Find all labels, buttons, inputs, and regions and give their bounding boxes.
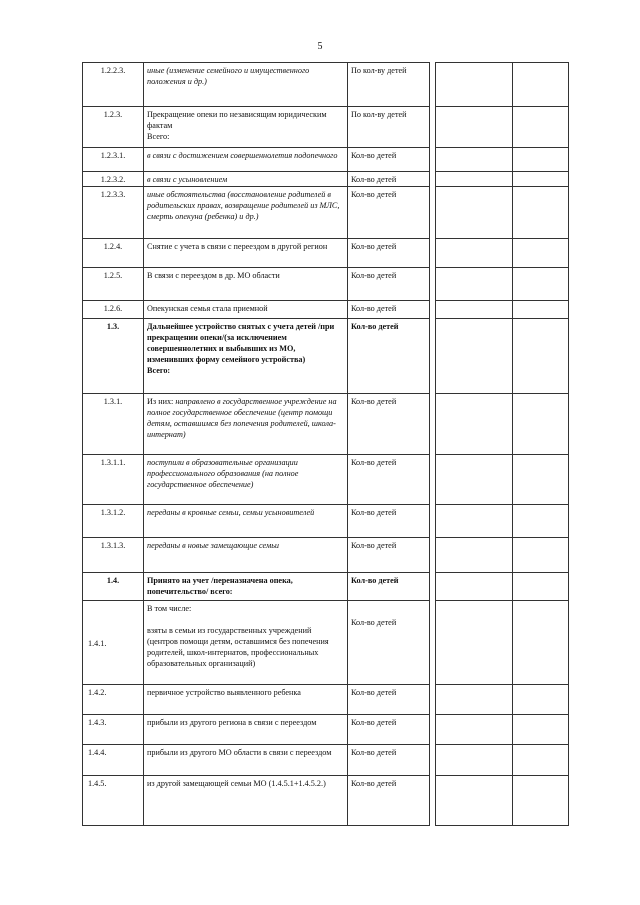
value-cell-1	[436, 685, 513, 715]
value-cell-1	[436, 505, 513, 538]
value-cell-2	[513, 538, 569, 573]
value-cell-2	[513, 745, 569, 776]
row-description	[144, 538, 348, 573]
row-text: прибыли из другого МО области в связи с переездом	[147, 748, 332, 757]
row-description	[144, 745, 348, 776]
row-description	[144, 172, 348, 187]
row-description	[144, 319, 348, 394]
table-row	[83, 268, 569, 301]
value-cell-2	[513, 455, 569, 505]
row-unit: Кол-во детей	[348, 745, 430, 776]
row-text: Снятие с учета в связи с переездом в другой регион	[147, 242, 328, 251]
value-cell-1	[436, 239, 513, 268]
row-unit: Кол-во детей	[348, 268, 430, 301]
row-description	[144, 394, 348, 455]
row-prefix: Из них:	[147, 397, 176, 406]
value-cell-2	[513, 685, 569, 715]
row-text: первичное устройство выявленного ребенка	[147, 688, 301, 697]
row-unit: Кол-во детей	[348, 455, 430, 505]
table-row	[83, 319, 569, 394]
row-unit: Кол-во детей	[348, 715, 430, 745]
table-row	[83, 172, 569, 187]
row-description	[144, 63, 348, 107]
value-cell-2	[513, 776, 569, 826]
table-row	[83, 455, 569, 505]
row-unit: Кол-во детей	[348, 601, 430, 685]
row-text: переданы в новые замещающие семьи	[147, 541, 280, 550]
row-description	[144, 776, 348, 826]
value-cell-2	[513, 107, 569, 148]
value-cell-2	[513, 268, 569, 301]
table-row	[83, 573, 569, 601]
row-text: иные (изменение семейного и имущественного положения и др.)	[147, 66, 310, 86]
row-description	[144, 505, 348, 538]
value-cell-2	[513, 394, 569, 455]
table-row	[83, 601, 569, 685]
row-description	[144, 187, 348, 239]
row-text: прибыли из другого региона в связи с переездом	[147, 718, 317, 727]
row-number: 1.4.5.	[83, 776, 144, 826]
table-row	[83, 187, 569, 239]
value-cell-2	[513, 319, 569, 394]
row-text: из другой замещающей семьи МО (1.4.5.1+1.4.5.2.)	[147, 779, 326, 788]
row-description	[144, 715, 348, 745]
row-number: 1.2.3.1.	[83, 148, 144, 172]
value-cell-2	[513, 148, 569, 172]
table-row	[83, 745, 569, 776]
row-number: 1.2.6.	[83, 301, 144, 319]
row-text: в связи с усыновлением	[147, 175, 228, 184]
row-number: 1.2.3.	[83, 107, 144, 148]
value-cell-1	[436, 268, 513, 301]
value-cell-1	[436, 187, 513, 239]
row-text: Опекунская семья стала приемной	[147, 304, 268, 313]
row-unit: Кол-во детей	[348, 187, 430, 239]
row-description	[144, 268, 348, 301]
row-unit: Кол-во детей	[348, 505, 430, 538]
row-number: 1.4.	[83, 573, 144, 601]
row-unit: Кол-во детей	[348, 239, 430, 268]
row-unit: По кол-ву детей	[348, 107, 430, 148]
row-description	[144, 601, 348, 685]
table-row	[83, 301, 569, 319]
value-cell-1	[436, 715, 513, 745]
value-cell-1	[436, 745, 513, 776]
row-unit: Кол-во детей	[348, 394, 430, 455]
row-number: 1.2.3.3.	[83, 187, 144, 239]
value-cell-2	[513, 172, 569, 187]
row-text: иные обстоятельства (восстановление родителей в родительских правах, возвращение родителей из МЛС, смерть опекуна (ребенка) и др.)	[147, 190, 340, 221]
row-description	[144, 107, 348, 148]
table-row	[83, 148, 569, 172]
value-cell-1	[436, 107, 513, 148]
value-cell-1	[436, 172, 513, 187]
value-cell-2	[513, 573, 569, 601]
value-cell-2	[513, 239, 569, 268]
page-number: 5	[317, 41, 323, 52]
row-text: Принято на учет /переназначена опека, попечительство/ всего:	[147, 576, 293, 596]
row-description	[144, 239, 348, 268]
table-row	[83, 505, 569, 538]
value-cell-2	[513, 715, 569, 745]
row-text: В связи с переездом в др. МО области	[147, 271, 280, 280]
table-row	[83, 685, 569, 715]
row-unit: Кол-во детей	[348, 573, 430, 601]
row-description	[144, 685, 348, 715]
table-row	[83, 776, 569, 826]
row-number: 1.3.1.3.	[83, 538, 144, 573]
row-number: 1.2.4.	[83, 239, 144, 268]
row-unit: По кол-ву детей	[348, 63, 430, 107]
value-cell-1	[436, 573, 513, 601]
row-text: переданы в кровные семьи, семьи усыновителей	[147, 508, 315, 517]
value-cell-1	[436, 394, 513, 455]
value-cell-1	[436, 776, 513, 826]
row-number: 1.3.1.1.	[83, 455, 144, 505]
table-row	[83, 239, 569, 268]
row-number: 1.4.1.	[83, 601, 144, 685]
row-number: 1.3.1.2.	[83, 505, 144, 538]
row-unit: Кол-во детей	[348, 319, 430, 394]
row-unit: Кол-во детей	[348, 685, 430, 715]
value-cell-1	[436, 455, 513, 505]
row-description	[144, 455, 348, 505]
row-description	[144, 573, 348, 601]
table-row	[83, 107, 569, 148]
value-cell-2	[513, 601, 569, 685]
row-description	[144, 301, 348, 319]
row-number: 1.4.3.	[83, 715, 144, 745]
row-text: Дальнейшее устройство снятых с учета детей /при прекращении опеки/(за исключением совершеннолетних и выбывших из МО, изменивших форму семейного устройства) Всего:	[147, 322, 335, 375]
row-text: Прекращение опеки по независящим юридическим фактам Всего:	[147, 110, 327, 141]
table-row	[83, 715, 569, 745]
row-number: 1.4.2.	[83, 685, 144, 715]
row-text: взяты в семьи из государственных учреждений (центров помощи детям, оставшимся без попечения родителей, школ-интернатов, профессиональных образовательных организаций)	[147, 626, 329, 668]
row-unit: Кол-во детей	[348, 172, 430, 187]
table-row	[83, 394, 569, 455]
statistics-table	[82, 62, 569, 826]
row-number: 1.3.1.	[83, 394, 144, 455]
row-unit: Кол-во детей	[348, 148, 430, 172]
value-cell-1	[436, 63, 513, 107]
row-intro: В том числе:	[147, 604, 192, 613]
row-description	[144, 148, 348, 172]
row-number: 1.2.5.	[83, 268, 144, 301]
row-number: 1.2.3.2.	[83, 172, 144, 187]
value-cell-1	[436, 148, 513, 172]
row-text: в связи с достижением совершеннолетия подопечного	[147, 151, 338, 160]
table-row	[83, 63, 569, 107]
value-cell-1	[436, 319, 513, 394]
value-cell-1	[436, 301, 513, 319]
row-unit: Кол-во детей	[348, 776, 430, 826]
row-text: направлено в государственное учреждение на полное государственное обеспечение (центр помощи детям, оставшимся без попечения родителей, школа-интернат)	[147, 397, 337, 439]
value-cell-2	[513, 63, 569, 107]
row-unit: Кол-во детей	[348, 301, 430, 319]
value-cell-1	[436, 538, 513, 573]
row-text: поступили в образовательные организации профессионального образования (на полное государственное обеспечение)	[147, 458, 299, 489]
value-cell-1	[436, 601, 513, 685]
row-number: 1.3.	[83, 319, 144, 394]
value-cell-2	[513, 301, 569, 319]
row-number: 1.2.2.3.	[83, 63, 144, 107]
table-row	[83, 538, 569, 573]
value-cell-2	[513, 187, 569, 239]
row-number: 1.4.4.	[83, 745, 144, 776]
value-cell-2	[513, 505, 569, 538]
row-unit: Кол-во детей	[348, 538, 430, 573]
